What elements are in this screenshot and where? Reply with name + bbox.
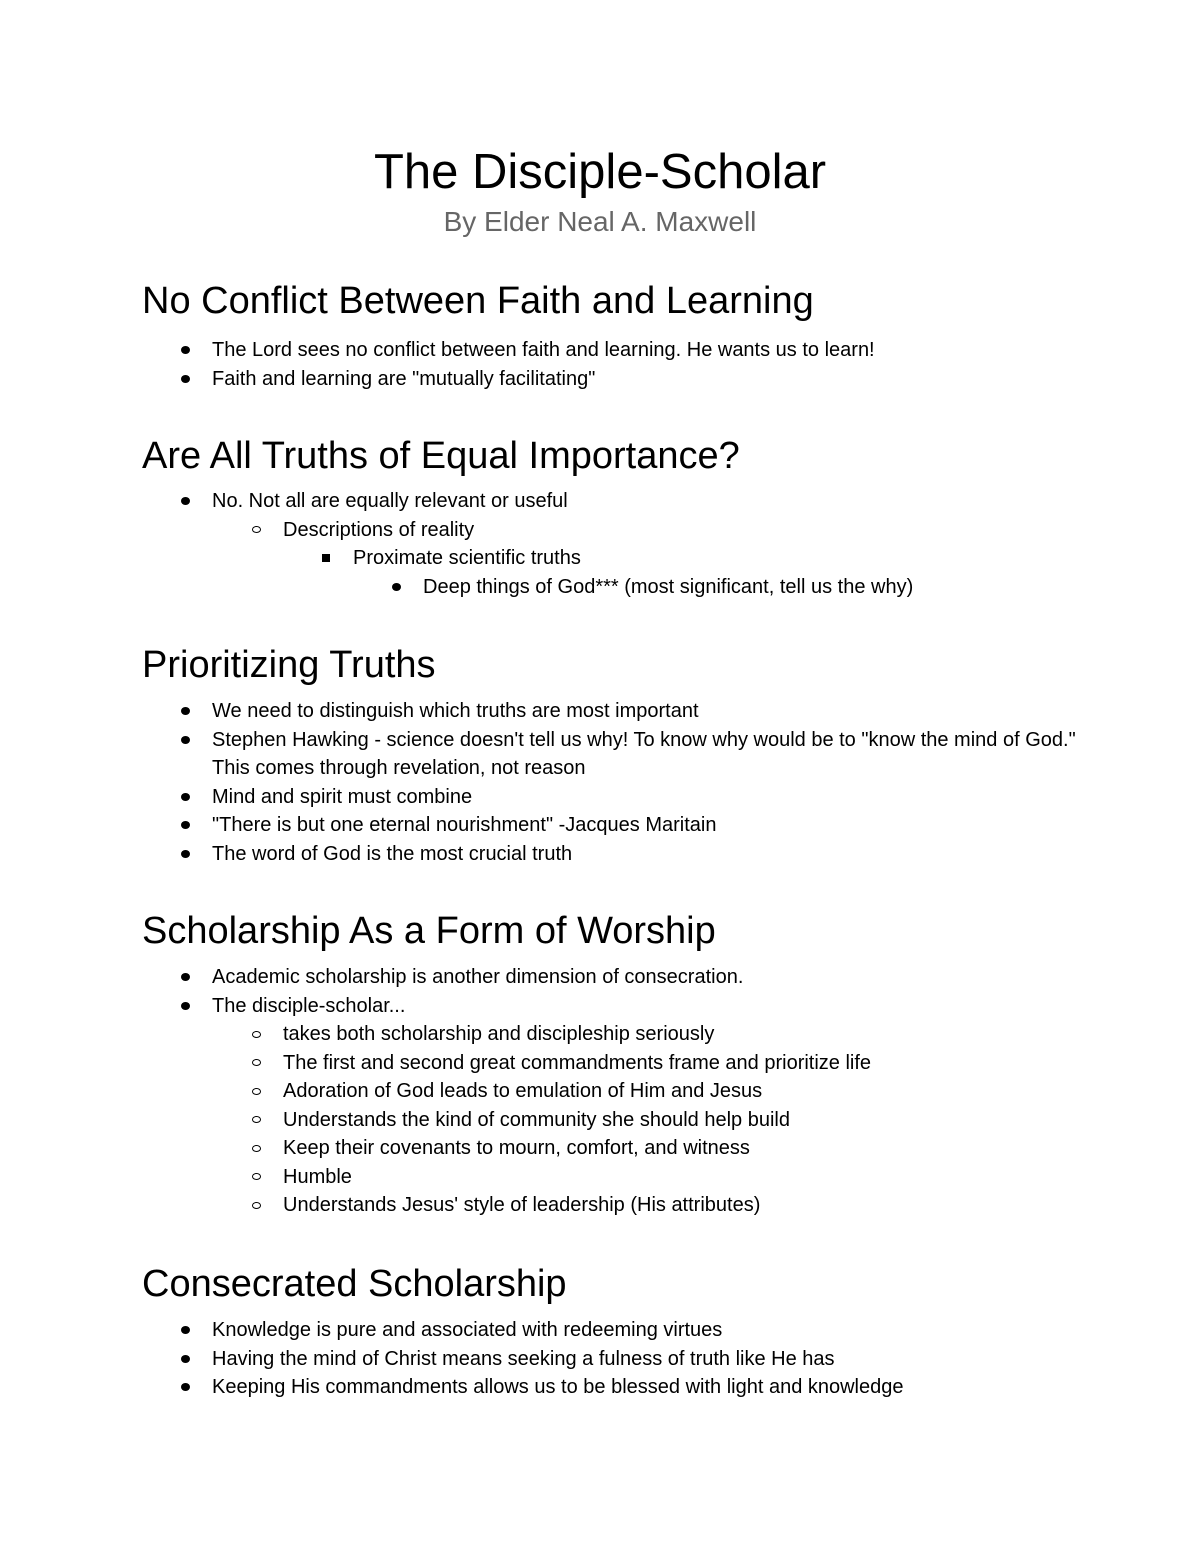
list-item: Keeping His commandments allows us to be blessed with light and knowledge bbox=[142, 1373, 1082, 1402]
section-scholarship-worship bbox=[142, 906, 1082, 1220]
document-subtitle: By Elder Neal A. Maxwell bbox=[443, 206, 757, 237]
bullet-dot-icon bbox=[178, 783, 192, 812]
bullet-dot-icon bbox=[389, 573, 403, 602]
list-item: Academic scholarship is another dimension of consecration. bbox=[142, 963, 1082, 992]
bullet-dot-icon bbox=[178, 726, 192, 755]
bullet-list bbox=[142, 336, 1082, 393]
bullet-list bbox=[142, 697, 1082, 868]
list-item: Mind and spirit must combine bbox=[142, 783, 1082, 812]
list-item: Adoration of God leads to emulation of Him and Jesus bbox=[142, 1077, 1082, 1106]
bullet-dot-icon bbox=[178, 1345, 192, 1374]
bullet-circle-icon bbox=[249, 1191, 263, 1220]
bullet-dot-icon bbox=[178, 365, 192, 394]
section-heading: Scholarship As a Form of Worship bbox=[142, 910, 716, 952]
list-item: Knowledge is pure and associated with redeeming virtues bbox=[142, 1316, 1082, 1345]
list-item: Understands Jesus' style of leadership (His attributes) bbox=[142, 1191, 1082, 1220]
bullet-dot-icon bbox=[178, 811, 192, 840]
bullet-square-icon bbox=[319, 544, 333, 573]
section-heading: Are All Truths of Equal Importance? bbox=[142, 435, 740, 477]
section-heading: Prioritizing Truths bbox=[142, 644, 436, 686]
bullet-circle-icon bbox=[249, 1020, 263, 1049]
bullet-circle-icon bbox=[249, 1134, 263, 1163]
bullet-circle-icon bbox=[249, 1163, 263, 1192]
list-item: The word of God is the most crucial truth bbox=[142, 840, 1082, 869]
list-item: The Lord sees no conflict between faith and learning. He wants us to learn! bbox=[142, 336, 1082, 365]
list-item: Stephen Hawking - science doesn't tell us why! To know why would be to "know the mind of God." This comes through revelation, not reason bbox=[142, 726, 1082, 783]
list-item: Proximate scientific truths bbox=[142, 544, 1082, 573]
bullet-dot-icon bbox=[178, 697, 192, 726]
bullet-circle-icon bbox=[249, 1077, 263, 1106]
section-equal-importance bbox=[142, 431, 1082, 601]
bullet-circle-icon bbox=[249, 516, 263, 545]
list-item: "There is but one eternal nourishment" -Jacques Maritain bbox=[142, 811, 1082, 840]
list-item: The disciple-scholar... bbox=[142, 992, 1082, 1021]
list-item: Keep their covenants to mourn, comfort, and witness bbox=[142, 1134, 1082, 1163]
bullet-dot-icon bbox=[178, 336, 192, 365]
document-title: The Disciple-Scholar bbox=[373, 145, 827, 199]
bullet-dot-icon bbox=[178, 1316, 192, 1345]
bullet-dot-icon bbox=[178, 1373, 192, 1402]
section-heading: No Conflict Between Faith and Learning bbox=[142, 280, 814, 322]
list-item: No. Not all are equally relevant or useful bbox=[142, 487, 1082, 516]
list-item: Deep things of God*** (most significant, tell us the why) bbox=[142, 573, 1082, 602]
bullet-circle-icon bbox=[249, 1106, 263, 1135]
bullet-list bbox=[142, 963, 1082, 1220]
bullet-dot-icon bbox=[178, 963, 192, 992]
list-item: Having the mind of Christ means seeking a fulness of truth like He has bbox=[142, 1345, 1082, 1374]
bullet-dot-icon bbox=[178, 992, 192, 1021]
bullet-circle-icon bbox=[249, 1049, 263, 1078]
list-item: We need to distinguish which truths are most important bbox=[142, 697, 1082, 726]
section-consecrated-scholarship bbox=[142, 1259, 1082, 1402]
list-item: Faith and learning are "mutually facilitating" bbox=[142, 365, 1082, 394]
section-no-conflict bbox=[142, 276, 1082, 393]
list-item: takes both scholarship and discipleship seriously bbox=[142, 1020, 1082, 1049]
section-prioritizing-truths bbox=[142, 640, 1082, 868]
section-heading: Consecrated Scholarship bbox=[142, 1263, 567, 1305]
bullet-list bbox=[142, 1316, 1082, 1402]
list-item: The first and second great commandments frame and prioritize life bbox=[142, 1049, 1082, 1078]
bullet-dot-icon bbox=[178, 840, 192, 869]
list-item: Descriptions of reality bbox=[142, 516, 1082, 545]
bullet-dot-icon bbox=[178, 487, 192, 516]
bullet-list bbox=[142, 487, 1082, 601]
list-item: Humble bbox=[142, 1163, 1082, 1192]
list-item: Understands the kind of community she should help build bbox=[142, 1106, 1082, 1135]
